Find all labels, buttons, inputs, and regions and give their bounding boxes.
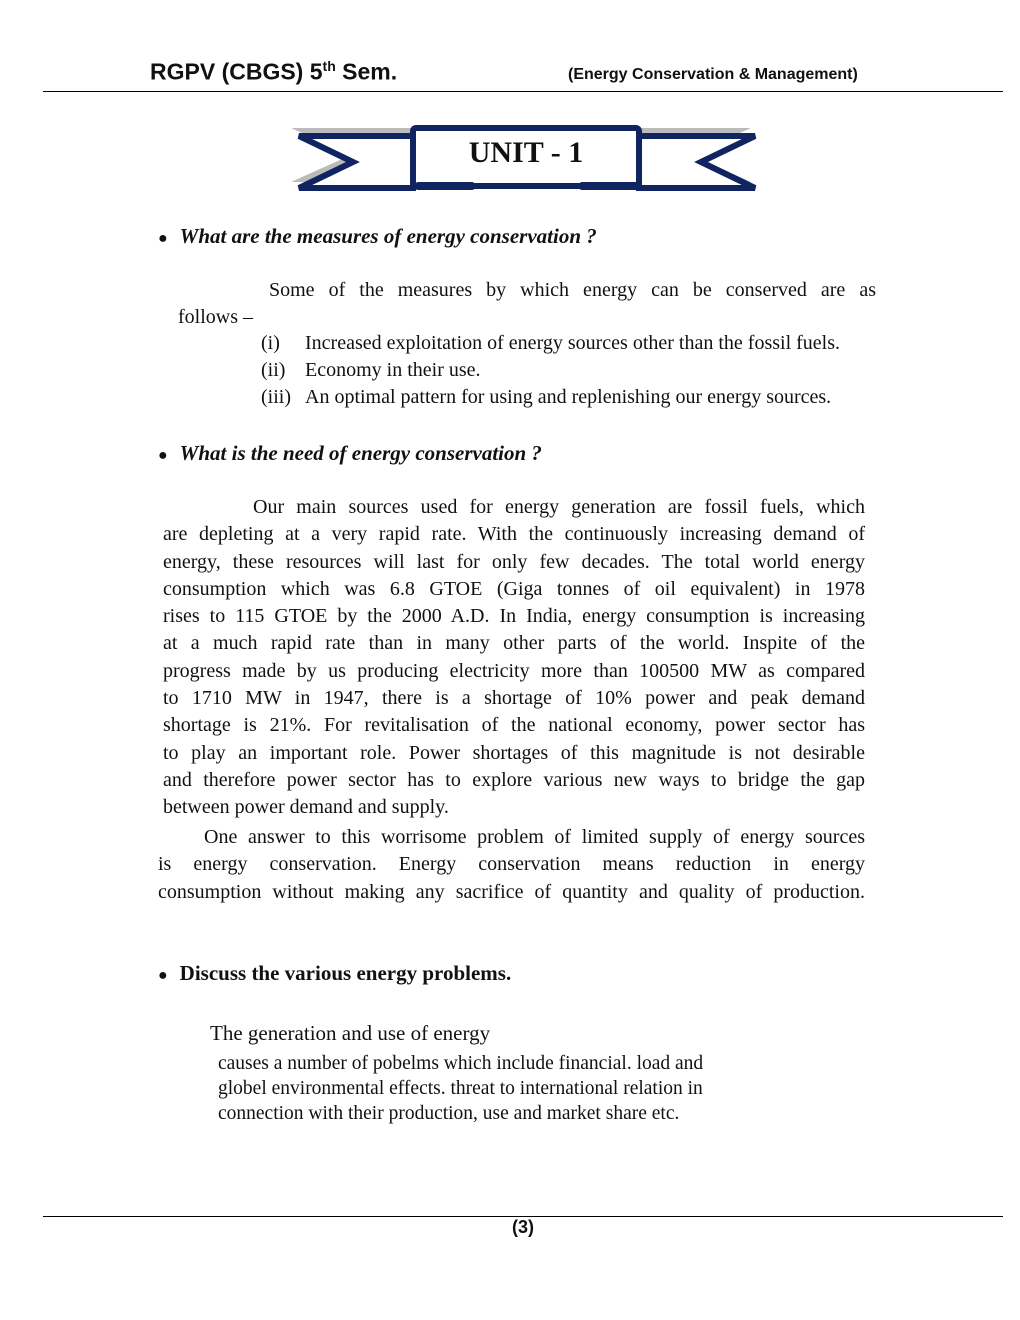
text-line: causes a number of pobelms which include financial. load and — [218, 1053, 704, 1074]
text-line: at a much rapid rate than in many other parts of the world. Inspite of the — [163, 632, 865, 655]
header-title-sup: th — [322, 58, 336, 74]
unit-label: UNIT - 1 — [468, 136, 584, 169]
q2-paragraph-2 — [158, 824, 865, 906]
unit-banner — [285, 118, 765, 198]
text-line: to 1710 MW in 1947, there is a shortage of 10% power and peak demand — [163, 687, 865, 710]
text-line: rises to 115 GTOE by the 2000 A.D. In India, energy consumption is increasing — [163, 605, 865, 628]
text-line: is energy conservation. Energy conservation means reduction in energy — [158, 853, 865, 876]
text-line: consumption which was 6.8 GTOE (Giga tonnes of oil equivalent) in 1978 — [163, 577, 865, 600]
question-2 — [158, 441, 542, 466]
question-3-text: Discuss the various energy problems. — [179, 961, 512, 985]
bullet-icon: ● — [158, 967, 168, 984]
q1-intro-cont: follows – — [178, 306, 253, 328]
list-item — [261, 386, 831, 409]
text-line: shortage is 21%. For revitalisation of the national economy, power sector has — [163, 714, 865, 737]
text-line: progress made by us producing electricity more than 100500 MW as compared — [163, 659, 865, 682]
q3-line-1: The generation and use of energy — [210, 1021, 491, 1045]
question-1 — [158, 224, 597, 249]
list-text: Economy in their use. — [305, 359, 481, 381]
text-line: Some of the measures by which energy can be conserved are as — [269, 279, 876, 301]
header-rule — [43, 91, 1003, 92]
q3-paragraph — [218, 1051, 703, 1126]
text-line: between power demand and supply. — [163, 796, 449, 819]
text-line: are depleting at a very rapid rate. With the continuously increasing demand of — [163, 523, 865, 546]
list-number: (ii) — [261, 359, 286, 381]
text-line: consumption without making any sacrifice of quantity and quality of production. — [158, 880, 865, 903]
list-text: An optimal pattern for using and replenishing our energy sources. — [305, 386, 832, 408]
text-line: Our main sources used for energy generation are fossil fuels, which — [253, 496, 865, 518]
list-number: (iii) — [261, 386, 291, 408]
question-2-text: What is the need of energy conservation ? — [179, 441, 542, 465]
question-3 — [158, 961, 511, 986]
header-title-end: Sem. — [335, 58, 398, 85]
list-item — [261, 332, 840, 355]
list-number: (i) — [261, 332, 280, 354]
page-number: (3) — [512, 1217, 534, 1237]
text-line: energy, these resources will last for only few decades. The total world energy — [163, 550, 865, 573]
header-title-text: RGPV (CBGS) 5 — [150, 58, 323, 85]
question-1-text: What are the measures of energy conservation ? — [179, 224, 597, 248]
text-line: One answer to this worrisome problem of limited supply of energy sources — [204, 826, 865, 848]
header-title — [150, 58, 397, 86]
bullet-icon: ● — [158, 447, 168, 464]
list-item — [261, 359, 481, 382]
text-line: globel environmental effects. threat to international relation in — [218, 1078, 703, 1099]
q2-paragraph-1 — [163, 494, 865, 822]
text-line: connection with their production, use and market share etc. — [218, 1103, 680, 1124]
list-text: Increased exploitation of energy sources other than the fossil fuels. — [305, 332, 841, 354]
bullet-icon: ● — [158, 230, 168, 247]
header-subject: (Energy Conservation & Management) — [568, 66, 858, 83]
text-line: to play an important role. Power shortages of this magnitude is not desirable — [163, 741, 865, 764]
q1-intro — [269, 277, 876, 304]
text-line: and therefore power sector has to explore various new ways to bridge the gap — [163, 768, 865, 791]
